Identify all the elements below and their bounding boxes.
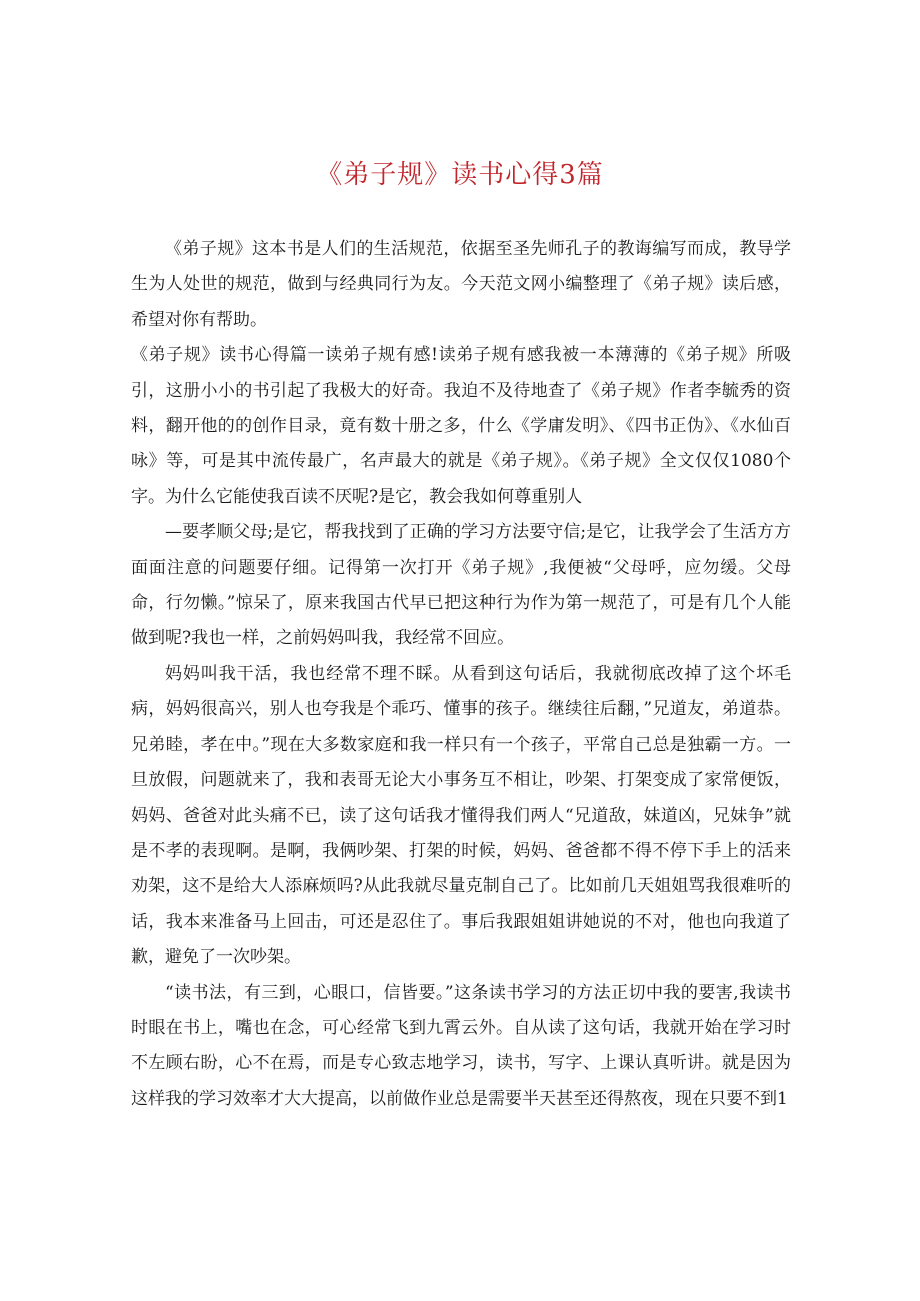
- paragraph-4: “读书法，有三到，心眼口，信皆要。”这条读书学习的方法正切中我的要害,我读书时眼在书上，嘴也在念，可心经常飞到九霄云外。自从读了这句话，我就开始在学习时不左顾右盼，心不在焉，而是专心致志地学习，读书，写字、上课认真听讲。就是因为这样我的学习效率才大大提高，以前做作业总是需要半天甚至还得熬夜，现在只要不到1: [131, 982, 791, 1109]
- paragraph-3: 妈妈叫我干活，我也经常不理不睬。从看到这句话后，我就彻底改掉了这个坏毛病，妈妈很高兴，别人也夸我是个乖巧、懂事的孩子。继续往后翻，”兄道友，弟道恭。兄弟睦，孝在中。”现在大多数家庭和我一样只有一个孩子，平常自己总是独霸一方。一旦放假，问题就来了，我和表哥无论大小事务互不相让，吵架、打架变成了家常便饭，妈妈、爸爸对此头痛不已，读了这句话我才懂得我们两人“兄道敌，妹道凶，兄妹争”就是不孝的表现啊。是啊，我俩吵架、打架的时候，妈妈、爸爸都不得不停下手上的活来劝架，这不是给大人添麻烦吗?从此我就尽量克制自己了。比如前几天姐姐骂我很难听的话，我本来准备马上回击，可还是忍住了。事后我跟姐姐讲她说的不对，他也向我道了歉，避免了一次吵架。: [131, 663, 791, 968]
- paragraph-2: —要孝顺父母;是它，帮我找到了正确的学习方法要守信;是它，让我学会了生活方方面面注意的问题要仔细。记得第一次打开《弟子规》,我便被“父母呼，应勿缓。父母命，行勿懒。”惊呆了，原来我国古代早已把这种行为作为第一规范了，可是有几个人能做到呢?我也一样，之前妈妈叫我，我经常不回应。: [131, 522, 791, 649]
- paragraph-intro: 《弟子规》这本书是人们的生活规范，依据至圣先师孔子的教诲编写而成，教导学生为人处世的规范，做到与经典同行为友。今天范文网小编整理了《弟子规》读后感，希望对你有帮助。: [131, 239, 791, 330]
- document-title: 《弟子规》读书心得3篇: [316, 160, 604, 190]
- document-body: [131, 232, 791, 1117]
- paragraph-1: 《弟子规》读书心得篇一读弟子规有感!读弟子规有感我被一本薄薄的《弟子规》所吸引，这册小小的书引起了我极大的好奇。我迫不及待地查了《弟子规》作者李毓秀的资料，翻开他的的创作目录，竟有数十册之多，什么《学庸发明》、《四书正伪》、《水仙百咏》等，可是其中流传最广，名声最大的就是《弟子规》。《弟子规》全文仅仅1080个字。为什么它能使我百读不厌呢?是它，教会我如何尊重别人: [131, 345, 791, 507]
